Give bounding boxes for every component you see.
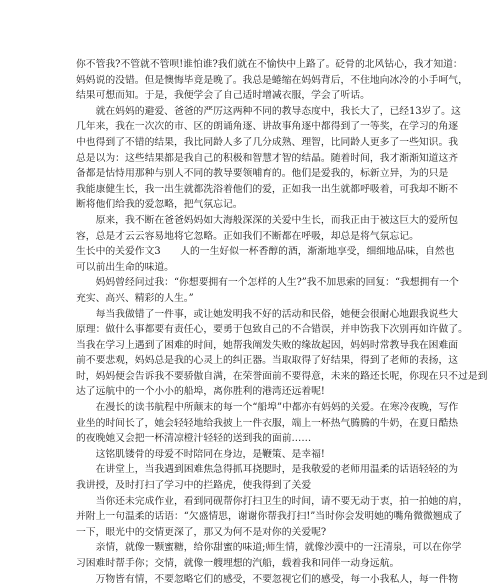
text-line: 前不要悲观，妈妈总是我的心灵上的纠正器。当取取得了好结果，得到了老师的表扬，这 bbox=[76, 355, 459, 367]
text-line: 充实、高兴、精彩的人生。” bbox=[76, 292, 194, 304]
text-line: 中也得到了不错的结果，我比同龄人多了几分成熟、理智，比同龄人更多了一些知识。我 bbox=[76, 136, 459, 148]
article-body bbox=[76, 57, 488, 585]
text-line: 妈妈曾经问过我：“你想要拥有一个怎样的人生?”我不加思索的回复：“我想拥有一个 bbox=[76, 277, 459, 289]
text-line: 容，总是才云云容易地将它忽略。正如我们不断都在呼吸，却总是将气氛忘记。 bbox=[76, 230, 419, 242]
text-line: 当你还未完成作业，看到同砚帮你打扫卫生的时间，请不要无动于衷，拍一拍她的肩， bbox=[76, 495, 468, 507]
text-line: 每当我做错了一件事，或让她发明我不好的活动和民俗，她便会很耐心地跟我说些大 bbox=[76, 308, 459, 320]
text-line: 在漫长的读书航程中所颠末的每一个“船埠”中都亦有妈妈的关爱。在寒冷夜晚，写作 bbox=[76, 402, 459, 414]
text-line: 可以前出生命的味道。 bbox=[76, 261, 174, 273]
text-line: 亲情，就像一颗蜜糖，给你甜蜜的味道;师生情，就像沙漠中的一汪清泉，可以在你学 bbox=[76, 542, 462, 554]
text-line: 一下，眼光中的交情更深了，那又为何不是对你的关爱呢? bbox=[76, 526, 327, 538]
text-line: 我能康健生长，我一出生就都洗浴着他们的爱，正如我一出生就都呼吸着，可我却不断不 bbox=[76, 183, 459, 195]
text-line: 断将他们给我的爱忽略，把气氛忘记。 bbox=[76, 199, 243, 211]
text-line: 的夜晚她又会把一杯清凉橙汁轻轻的送到我的面前…… bbox=[76, 433, 312, 445]
text-line: 原理：做什么事都要有责任心，要勇于包致自己的不合错误，并申饬我下次别再如许做了。 bbox=[76, 324, 468, 336]
text-line: 并附上一句温柔的话语：“欠盛情思，谢谢你帮我打扫!”当时你会发明她的嘴角微微翘成了 bbox=[76, 511, 463, 523]
text-line: 我讲授，及时打扫了学习中的拦路虎，使我得到了关爱 bbox=[76, 480, 312, 492]
text-line: 当我在学习上遇到了困难的时间，她帮我阐发失败的缘故起因，妈妈时常教导我在困难面 bbox=[76, 339, 459, 351]
text-line: 这铭肌镂骨的母爱不时陪同在身边，是鞭策、是幸福! bbox=[76, 448, 325, 460]
text-line: 你不管我?不管就不管呗!谁怕谁?我们就在不愉快中上路了。砭骨的北风钻心，我才知道： bbox=[76, 59, 463, 70]
text-line: 妈妈说的没错。但是懊悔毕竟是晚了。我总是蜷缩在妈妈背后，不住地向冰冷的小手呵气， bbox=[76, 74, 468, 86]
text-line: 习困难时帮手你；交情，就像一艘埋想的汽船，载着我和同伴一动身远航。 bbox=[76, 558, 400, 569]
section-heading-line: 生长中的关爱作文3 人的一生好似一杯香醇的酒，渐渐地享受，细细地品味，自然也 bbox=[76, 246, 455, 258]
text-line-cut: 万物皆有情，不要忽略它们的感受，不要忽视它们的感受，每一小我私人，每一件物 bbox=[76, 573, 459, 585]
text-line: 在讲堂上，当我遇到困难焦急得抓耳挠腮时，是我敬爱的老师用温柔的话语轻轻的为 bbox=[76, 464, 459, 476]
text-line: 原来，我不断在爸爸妈妈如大海般深深的关爱中生长，而我正由于被这巨大的爱所包 bbox=[76, 214, 459, 226]
text-line: 总是以为：这些结果都是我自己的积极和智慧才智的结晶。随着时间，我才渐渐知道这齐 bbox=[76, 152, 459, 164]
text-line: 几年来，我在一次次的市、区的朗诵角逐、讲故事角逐中都得到了一等奖，在学习的角逐 bbox=[76, 121, 459, 133]
text-line: 结果可想而知。于是，我便学会了自己适时增减衣服，学会了听话。 bbox=[76, 90, 370, 102]
text-line: 备都是怙恃用那种与别人不同的教导要领哺育的。他们是爱我的，标新立异，为的只是 bbox=[76, 168, 449, 180]
text-line: 业坐的时间长了，她会轻轻地给我披上一件衣服，端上一杯热气腾腾的牛奶，在夏日酷热 bbox=[76, 417, 459, 429]
text-line: 就在妈妈的避爱、爸爸的严厉这两种不同的教导态度中，我长大了，已经13岁了。这 bbox=[76, 105, 461, 117]
text-line: 达了远航中的一个小小的船埠，离你胜利的港湾还远着呢! bbox=[76, 386, 325, 398]
text-line: 时，妈妈便会告诉我不要骄傲自满，在荣誉面前不要得意，未来的路还长呢，你现在只不过是到 bbox=[76, 370, 488, 382]
